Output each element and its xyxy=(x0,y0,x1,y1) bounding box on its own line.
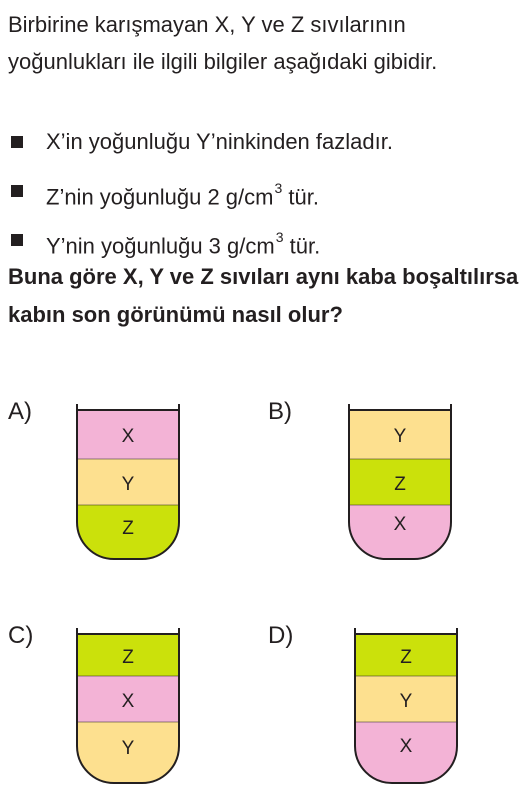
fact-item xyxy=(8,171,513,220)
layer-label: X xyxy=(393,514,407,535)
fact-item xyxy=(8,122,513,171)
option-c-letter[interactable]: C) xyxy=(8,622,34,649)
option-a-beaker[interactable] xyxy=(76,404,180,560)
option-d-beaker[interactable] xyxy=(354,628,458,784)
option-c-beaker[interactable] xyxy=(76,628,180,784)
layer-label: Z xyxy=(400,647,412,668)
option-d-letter[interactable]: D) xyxy=(268,622,294,649)
fact-superscript: 3 xyxy=(274,180,283,196)
layer-label: X xyxy=(121,691,135,712)
bullet-square-icon xyxy=(11,185,23,197)
question-text: Buna göre X, Y ve Z sıvıları aynı kaba boşaltılırsa kabın son görünümü nasıl olur? xyxy=(8,264,519,327)
fact-text: X’in yoğunluğu Y’ninkinden fazladır. xyxy=(46,129,393,154)
layer-label: X xyxy=(121,426,135,447)
fact-list xyxy=(8,122,513,269)
bullet-square-icon xyxy=(11,234,23,246)
fact-suffix: tür. xyxy=(283,233,321,259)
fact-superscript: 3 xyxy=(275,229,284,245)
layer-label: Z xyxy=(122,518,134,539)
fact-text: Y’nin yoğunluğu 3 g/cm xyxy=(46,233,275,259)
layer-label: Z xyxy=(122,647,134,668)
layer-label: Y xyxy=(393,426,407,447)
layer-label: Y xyxy=(121,474,135,495)
layer-label: Y xyxy=(399,691,413,712)
fact-suffix: tür. xyxy=(282,184,319,210)
bullet-square-icon xyxy=(11,136,23,148)
option-a-letter[interactable]: A) xyxy=(8,398,32,425)
layer-label: X xyxy=(399,736,413,757)
option-b-letter[interactable]: B) xyxy=(268,398,292,425)
intro-text: Birbirine karışmayan X, Y ve Z sıvılarının yoğunlukları ile ilgili bilgiler aşağıdaki gibidir. xyxy=(8,12,438,74)
layer-label: Y xyxy=(121,738,135,759)
option-b-beaker[interactable] xyxy=(348,404,452,560)
layer-label: Z xyxy=(394,474,406,495)
fact-text: Z’nin yoğunluğu 2 g/cm xyxy=(46,184,274,210)
